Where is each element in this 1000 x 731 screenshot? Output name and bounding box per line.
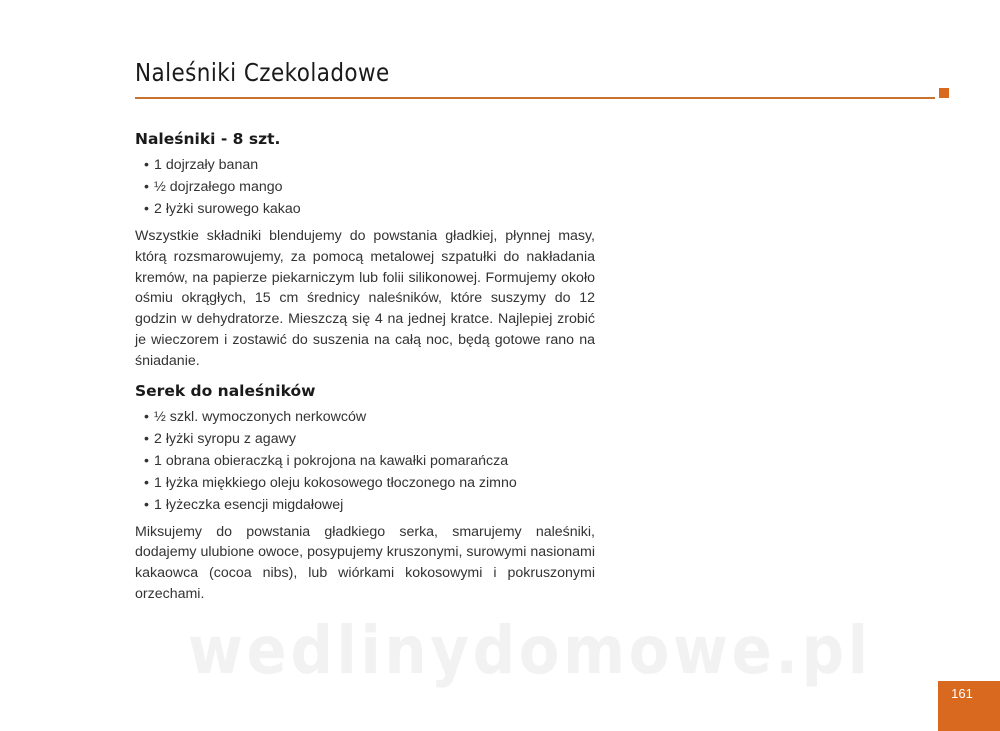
bullet-icon: •: [144, 452, 149, 469]
accent-square: [939, 88, 949, 98]
bullet-icon: •: [144, 201, 149, 217]
page-title: Naleśniki Czekoladowe: [135, 58, 390, 87]
bullet-icon: •: [144, 157, 149, 173]
ingredient-text: 1 obrana obieraczką i pokrojona na kawałki pomarańcza: [154, 452, 509, 469]
bullet-icon: •: [144, 408, 149, 425]
section-pancakes: [135, 128, 595, 372]
bullet-icon: •: [144, 430, 149, 447]
section-cheese: [135, 380, 595, 605]
ingredient-text: ½ szkl. wymoczonych nerkowców: [154, 408, 367, 425]
ingredient-text: 2 łyżki surowego kakao: [154, 201, 301, 217]
list-item: [135, 154, 595, 176]
bullet-icon: •: [144, 179, 149, 195]
section-heading-pancakes: Naleśniki - 8 szt.: [135, 130, 281, 148]
list-item: [135, 450, 595, 472]
instructions-cheese: Miksujemy do powstania gładkiego serka, smarujemy naleśniki, dodajemy ulubione owoce, posypujemy kruszonymi, surowymi nasionami kakaowca (cocoa nibs), lub wiórkami kokosowymi i pokruszonymi orzechami.: [135, 523, 595, 602]
ingredient-list-cheese: [135, 406, 595, 516]
list-item: [135, 176, 595, 198]
list-item: [135, 472, 595, 494]
watermark: wedlinydomowe.pl: [188, 612, 872, 689]
ingredient-text: 2 łyżki syropu z agawy: [154, 430, 296, 447]
page-number: 161: [951, 686, 973, 701]
list-item: [135, 406, 595, 428]
list-item: [135, 428, 595, 450]
section-heading-cheese: Serek do naleśników: [135, 381, 316, 400]
list-item: [135, 198, 595, 220]
instructions-pancakes: Wszystkie składniki blendujemy do powstania gładkiej, płynnej masy, którą rozsmarowujemy, za pomocą metalowej szpatułki do nakładania kremów, na papierze piekarniczym lub folii silikonowej. Formujemy około ośmiu okrągłych, 15 cm średnicy naleśników, które suszymy do 12 godzin w dehydratorze. Mieszczą się 4 na jednej kratce. Najlepiej zrobić je wieczorem i zostawić do suszenia na całą noc, będą gotowe rano na śniadanie.: [135, 228, 595, 369]
bullet-icon: •: [144, 496, 149, 513]
title-divider: [135, 97, 935, 99]
recipe-content: [135, 128, 595, 613]
page-number-tab: [938, 681, 1000, 731]
bullet-icon: •: [144, 474, 149, 491]
ingredient-text: 1 łyżeczka esencji migdałowej: [154, 496, 344, 513]
ingredient-text: ½ dojrzałego mango: [154, 179, 283, 195]
ingredient-list-pancakes: [135, 154, 595, 220]
list-item: [135, 494, 595, 516]
ingredient-text: 1 dojrzały banan: [154, 157, 259, 173]
ingredient-text: 1 łyżka miękkiego oleju kokosowego tłoczonego na zimno: [154, 474, 517, 491]
